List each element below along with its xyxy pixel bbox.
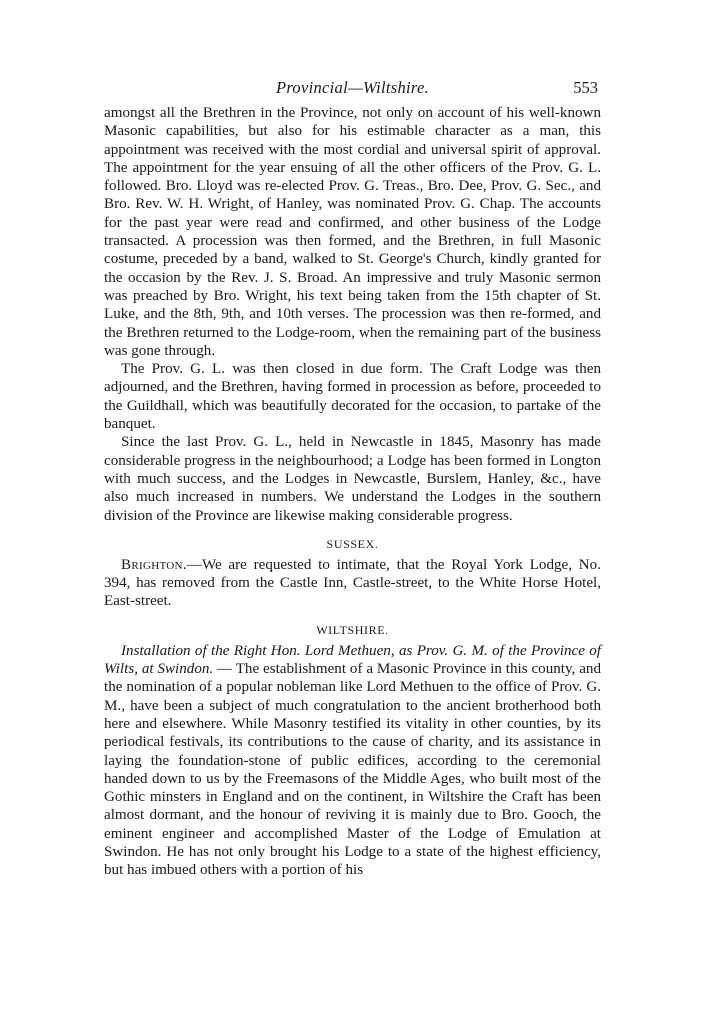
sussex-text: —We are requested to intimate, that the Royal York Lodge, No. 394, has removed from the Castle Inn, Castle-street, to the White Horse Hotel, East-street. [104, 556, 601, 610]
running-head [104, 74, 601, 104]
paragraph-closing: The Prov. G. L. was then closed in due form. The Craft Lodge was then adjourned, and the Brethren, having formed in procession as before, proceeded to the Guildhall, which was beautifully decorated for the occasion, to partake of the banquet. [104, 361, 601, 433]
paragraph-continued: amongst all the Brethren in the Province, not only on account of his well-known Masonic capabilities, but also for his estimable character as a man, this appointment was received with the most cordial and universal spirit of approval. The appointment for the year ensuing of all the other officers of the Prov. G. L. followed. Bro. Lloyd was re-elected Prov. G. Treas., Bro. Dee, Prov. G. Sec., and Bro. Rev. W. H. Wright, of Hanley, was nominated Prov. G. Chap. The accounts for the past year were read and confirmed, and other business of the Lodge transacted. A procession was then formed, and the Brethren, in full Masonic costume, preceded by a band, walked to St. George's Church, kindly granted for the occasion by the Rev. J. S. Broad. An impressive and truly Masonic sermon was preached by Bro. Wright, his text being taken from the 15th chapter of St. Luke, and the 8th, 9th, and 10th verses. The procession was then re-formed, and the Brethren returned to the Lodge-room, when the remaining part of the business was gone through. [104, 105, 601, 359]
sussex-lead: Brighton. [121, 556, 187, 573]
paragraph-sussex [104, 556, 601, 611]
book-page [104, 74, 601, 880]
section-heading-sussex: SUSSEX. [326, 536, 379, 551]
wiltshire-lead: Installation of the Right Hon. Lord Methuen, as Prov. G. M. of the Province of Wilts, at Swindon. [104, 642, 601, 678]
wiltshire-text: — The establishment of a Masonic Province in this county, and the nomination of a popular nobleman like Lord Methuen to the office of Prov. G. M., have been a subject of much congratulation to the ancient brotherhood both here and elsewhere. While Masonry testified its vitality in other counties, by its periodical festivals, its contributions to the cause of charity, and its assistance in laying the foundation-stone of public edifices, according to the ceremonial handed down to us by the Freemasons of the Middle Ages, who built most of the Gothic minsters in England and on the continent, in Wiltshire the Craft has been almost dormant, and the honour of reviving it is mainly due to Bro. Gooch, the eminent engineer and accomplished Master of the Lodge of Emulation at Swindon. He has not only brought his Lodge to a state of the highest efficiency, but has imbued others with a portion of his [104, 661, 601, 879]
paragraph-progress: Since the last Prov. G. L., held in Newcastle in 1845, Masonry has made considerable progress in the neighbourhood; a Lodge has been formed in Longton with much success, and the Lodges in Newcastle, Burslem, Hanley, &c., have also much increased in numbers. We understand the Lodges in the southern division of the Province are likewise making considerable progress. [104, 434, 601, 524]
running-title: Provincial—Wiltshire. [275, 78, 430, 97]
section-heading-wiltshire: WILTSHIRE. [316, 622, 389, 637]
paragraph-wiltshire [104, 642, 601, 880]
page-number: 553 [573, 78, 598, 97]
